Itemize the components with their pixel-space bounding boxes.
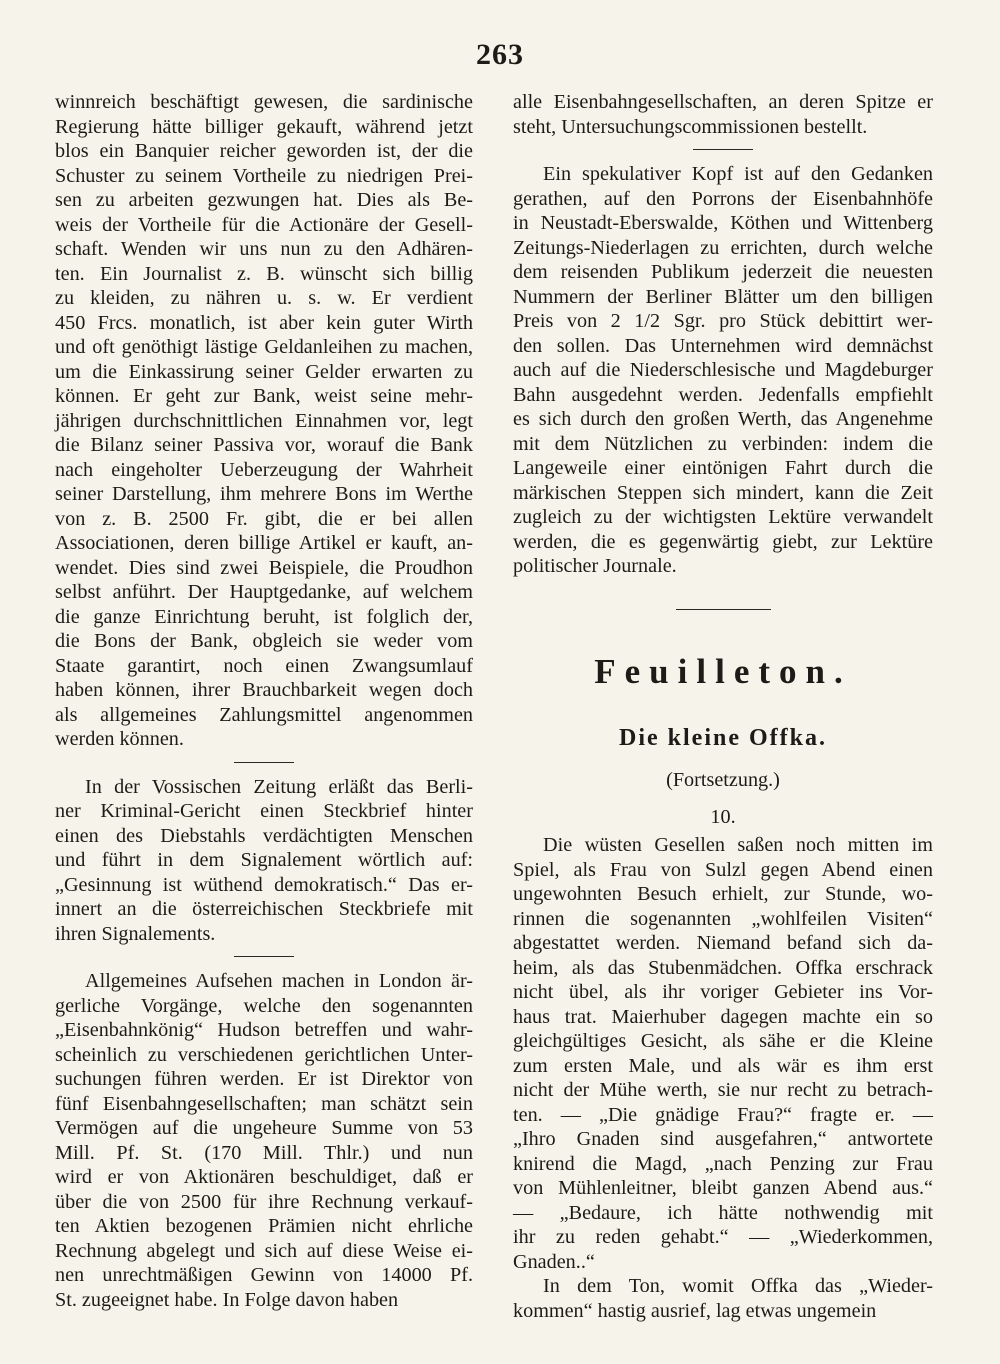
text-line: scheinlich zu verschiedenen gerichtlichen Unter- (55, 1043, 473, 1066)
text-line: „Eisenbahnkönig“ Hudson betreffen und wahr- (55, 1019, 473, 1041)
text-line: nen unrechtmäßigen Gewinn von 14000 Pf. (55, 1264, 473, 1286)
text-line: — „Bedaure, ich hätte nothwendig mit (513, 1201, 933, 1224)
text-line: ten. — „Die gnädige Frau?“ fragte er. — (513, 1103, 933, 1126)
text-line: In der Vossischen Zeitung erläßt das Berli- (85, 775, 473, 798)
left-column (55, 90, 473, 1312)
text-line: blos ein Banquier reicher geworden ist, der die (55, 140, 473, 162)
text-line: jährigen durchschnittlichen Einnahmen vor, legt (55, 409, 473, 432)
article-proudhon-bank (55, 90, 473, 752)
text-line: als allgemeines Zahlungsmittel angenommen (55, 703, 473, 726)
text-line: es sich durch den großen Werth, das Angenehme (513, 408, 933, 430)
text-line: nicht übel, als ihr voriger Gebieter ins Vor- (513, 981, 933, 1003)
story-text (513, 833, 933, 1323)
text-line: heim, als das Stubenmädchen. Offka erschrack (513, 956, 933, 979)
text-line: In dem Ton, womit Offka das „Wieder- (543, 1275, 933, 1297)
text-line: ten Aktien bezogenen Prämien nicht ehrliche (55, 1215, 473, 1237)
text-line: auch auf die Niederschlesische und Magdeburger (513, 359, 933, 381)
text-line: Nummern der Berliner Blätter um den billigen (513, 285, 933, 308)
story-title: Die kleine Offka. (619, 724, 827, 751)
text-line: Vermögen auf die ungeheure Summe von 53 (55, 1117, 473, 1139)
text-line: gleichgültiges Gesicht, als sähe er die Kleine (513, 1030, 933, 1052)
text-line: werden, die es gegenwärtig giebt, zur Lektüre (513, 530, 933, 553)
text-line: Langeweile einer eintönigen Fahrt durch die (513, 457, 933, 479)
text-line: kommen“ hastig ausrief, lag etwas ungemein (513, 1299, 877, 1322)
text-line: Die wüsten Gesellen saßen noch mitten im (543, 834, 933, 856)
text-line: von z. B. 2500 Fr. gibt, die er bei allen (55, 507, 473, 530)
text-line: ihren Signalements. (55, 922, 216, 945)
text-line: die Bilanz seiner Passiva vor, worauf die Bank (55, 434, 473, 456)
text-line: Spiel, als Frau von Sulzl gegen Abend einen (513, 858, 933, 881)
text-line: märkischen Steppen sich mindert, kann die Zeit (513, 481, 933, 504)
section-separator-rule (676, 609, 771, 610)
article-hudson (55, 969, 473, 1312)
text-line: ten. Ein Journalist z. B. wünscht sich billig (55, 262, 473, 285)
article-steckbrief (55, 775, 473, 947)
text-line: weis der Vortheile für die Actionäre der Gesell- (55, 213, 473, 236)
text-line: gerathen, auf den Porrons der Eisenbahnhöfe (513, 187, 933, 210)
text-line: winnreich beschäftigt gewesen, die sardinische (55, 91, 473, 113)
text-line: die ganze Einrichtung beruht, ist folglich der, (55, 605, 473, 628)
text-line: mit dem Nützlichen zu verbinden: indem die (513, 432, 933, 455)
text-line: zum ersten Male, und als wär es ihm erst (513, 1054, 933, 1077)
article-hudson-continued (513, 90, 933, 139)
text-line: haben können, ihrer Brauchbarkeit wegen doch (55, 679, 473, 701)
text-line: seiner Darstellung, ihm mehrere Bons im Werthe (55, 483, 473, 505)
text-line: und oft genöthigt lästige Geldanleihen zu machen, (55, 336, 473, 358)
separator-rule (234, 762, 294, 763)
page-number: 263 (476, 38, 524, 71)
text-line: nach eingeholter Ueberzeugung der Wahrheit (55, 458, 473, 481)
text-line: Bahn ausgedehnt werden. Jedenfalls empfiehlt (513, 383, 933, 406)
text-line: selbst anführt. Der Hauptgedanke, auf welchem (55, 581, 473, 603)
text-line: Ein spekulativer Kopf ist auf den Gedanken (543, 163, 933, 185)
text-line: Rechnung abgelegt und sich auf diese Weise ei- (55, 1239, 473, 1262)
text-line: Zeitungs-Niederlagen zu errichten, durch welche (513, 236, 933, 259)
text-line: zugleich zu der wichtigsten Lektüre verwandelt (513, 506, 933, 528)
text-line: dem reisenden Publikum jederzeit die neuesten (513, 261, 933, 283)
separator-rule (234, 956, 294, 957)
text-line: über die von 2500 für ihre Rechnung verkauf- (55, 1190, 473, 1213)
text-line: steht, Untersuchungscommissionen bestellt. (513, 115, 868, 138)
text-line: Allgemeines Aufsehen machen in London är- (85, 970, 473, 992)
text-line: Regierung hätte billiger gekauft, während jetzt (55, 115, 473, 138)
text-line: Staate garantirt, noch einen Zwangsumlauf (55, 654, 473, 677)
text-line: wird er von Aktionären beschuldiget, daß er (55, 1166, 473, 1188)
text-line: fünf Eisenbahngesellschaften; man schätzt sein (55, 1092, 473, 1115)
text-line: nicht der Mühe werth, sie nur recht zu betrach- (513, 1079, 933, 1101)
text-line: um die Einkassirung seiner Gelder erwarten zu (55, 360, 473, 383)
text-line: einen des Diebstahls verdächtigten Menschen (55, 824, 473, 847)
text-line: Gnaden..“ (513, 1250, 595, 1273)
story-subtitle: (Fortsetzung.) (666, 769, 780, 791)
text-line: 450 Frcs. monatlich, ist aber kein guter Wirth (55, 311, 473, 334)
text-line: zu kleiden, zu nähren u. s. w. Er verdient (55, 287, 473, 309)
text-line: die Bons der Bank, obgleich sie weder vom (55, 630, 473, 652)
text-line: ungewohnten Besuch erhielt, zur Stunde, wo- (513, 883, 933, 905)
text-line: ihr zu reden gehabt.“ — „Wiederkommen, (513, 1226, 933, 1248)
text-line: in Neustadt-Eberswalde, Köthen und Wittenberg (513, 212, 933, 234)
text-line: gerliche Vorgänge, welche den sogenannten (55, 994, 473, 1017)
text-line: politischer Journale. (513, 555, 677, 577)
text-line: suchungen führen werden. Er ist Direktor von (55, 1068, 473, 1090)
text-line: alle Eisenbahngesellschaften, an deren Spitze er (513, 91, 933, 113)
text-line: wendet. Dies sind zwei Beispiele, die Proudhon (55, 556, 473, 579)
text-line: innert an die österreichischen Steckbriefe mit (55, 898, 473, 920)
text-line: „Gesinnung ist wüthend demokratisch.“ Das er- (55, 873, 473, 896)
section-title-feuilleton: Feuilleton. (594, 651, 852, 691)
text-line: schaft. Wenden wir uns nun zu den Adhären- (55, 238, 473, 260)
text-line: St. zugeeignet habe. In Folge davon haben (55, 1288, 399, 1311)
text-line: abgestattet werden. Niemand befand sich da- (513, 932, 933, 954)
text-line: haus trat. Maierhuber dagegen machte ein so (513, 1005, 933, 1028)
text-line: knirend die Magd, „nach Penzing zur Frau (513, 1152, 933, 1175)
text-line: rinnen die sogenannten „wohlfeilen Visiten“ (513, 907, 933, 930)
chapter-number: 10. (710, 805, 736, 828)
text-line: Associationen, deren billige Artikel er kauft, an- (55, 532, 473, 554)
right-column (513, 90, 933, 1323)
separator-rule (693, 149, 753, 150)
text-line: können. Er geht zur Bank, weist seine mehr- (55, 385, 473, 407)
text-line: und führt in dem Signalement wörtlich auf: (55, 849, 473, 871)
text-line: Preis von 2 1/2 Sgr. pro Stück debittirt wer- (513, 310, 933, 332)
text-line: ner Kriminal-Gericht einen Steckbrief hinter (55, 800, 473, 822)
article-zeitungs-niederlagen (513, 162, 933, 579)
text-line: werden können. (55, 728, 184, 750)
text-line: Mill. Pf. St. (170 Mill. Thlr.) und nun (55, 1141, 473, 1164)
text-line: den sollen. Das Unternehmen wird demnächst (513, 334, 933, 357)
text-line: „Ihro Gnaden sind ausgefahren,“ antwortete (513, 1128, 933, 1150)
text-line: sen zu arbeiten gezwungen hat. Dies als Be- (55, 189, 473, 211)
text-line: Schuster zu seinem Vortheile zu niedrigen Prei- (55, 164, 473, 187)
text-line: von Mühlenleitner, bleibt ganzen Abend aus.“ (513, 1177, 933, 1199)
